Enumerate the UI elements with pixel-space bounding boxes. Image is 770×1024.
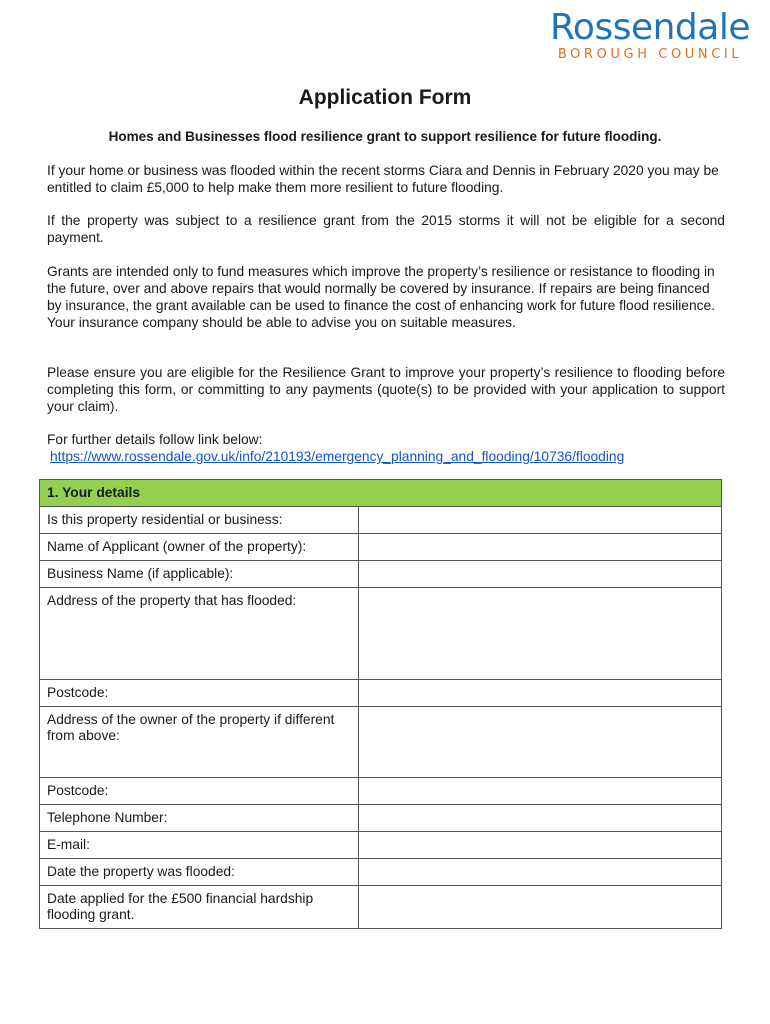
form-label: Address of the owner of the property if different from above: xyxy=(40,707,359,778)
form-row-hardship-grant-date xyxy=(40,886,722,929)
form-row-telephone xyxy=(40,805,722,832)
further-details-paragraph: For further details follow link below: xyxy=(47,432,263,447)
postcode-field[interactable] xyxy=(359,680,722,707)
flooded-address-field[interactable] xyxy=(359,588,722,680)
owner-postcode-field[interactable] xyxy=(359,778,722,805)
form-label: Address of the property that has flooded: xyxy=(40,588,359,680)
logo-subtitle: BOROUGH COUNCIL xyxy=(557,47,743,62)
grant-purpose-paragraph: Grants are intended only to fund measures which improve the property’s resilience or resistance to flooding in the future, over and above repairs that would normally be covered by insurance. If repairs are being financed by insurance, the grant available can be used to finance the cost of enhancing work for future flood resilience. Your insurance company should be able to advise you on suitable measures. xyxy=(47,264,716,330)
your-details-form xyxy=(39,479,722,929)
intro-paragraph: If your home or business was flooded within the recent storms Ciara and Dennis in February 2020 you may be entitled to claim £5,000 to help make them more resilient to future flooding. xyxy=(47,163,719,195)
flood-date-field[interactable] xyxy=(359,859,722,886)
council-logo xyxy=(550,8,750,62)
property-type-field[interactable] xyxy=(359,507,722,534)
form-row-flood-date xyxy=(40,859,722,886)
form-row-owner-postcode xyxy=(40,778,722,805)
ensure-eligible-paragraph: Please ensure you are eligible for the Resilience Grant to improve your property’s resilience to flooding before completing this form, or committing to any payments (quote(s) to be provided with your application to support your claim). xyxy=(47,365,725,414)
hardship-grant-date-field[interactable] xyxy=(359,886,722,929)
form-label: Name of Applicant (owner of the property): xyxy=(40,534,359,561)
form-label: Postcode: xyxy=(40,680,359,707)
eligibility-paragraph: If the property was subject to a resilience grant from the 2015 storms it will not be eligible for a second payment. xyxy=(47,213,725,245)
form-row-applicant-name xyxy=(40,534,722,561)
form-row-flooded-address xyxy=(40,588,722,680)
form-label: E-mail: xyxy=(40,832,359,859)
form-label: Date applied for the £500 financial hardship flooding grant. xyxy=(40,886,359,929)
details-link-wrapper xyxy=(50,448,728,465)
business-name-field[interactable] xyxy=(359,561,722,588)
form-section-header xyxy=(40,480,722,507)
details-link[interactable]: https://www.rossendale.gov.uk/info/210193/emergency_planning_and_flooding/10736/flooding xyxy=(50,449,625,464)
form-label: Business Name (if applicable): xyxy=(40,561,359,588)
form-label: Date the property was flooded: xyxy=(40,859,359,886)
form-row-business-name xyxy=(40,561,722,588)
logo-name: Rossendale xyxy=(550,7,750,48)
page-subtitle: Homes and Businesses flood resilience grant to support resilience for future flooding. xyxy=(108,129,662,144)
form-row-owner-address xyxy=(40,707,722,778)
form-row-email xyxy=(40,832,722,859)
form-row-postcode xyxy=(40,680,722,707)
section-title: 1. Your details xyxy=(40,480,722,507)
page-title: Application Form xyxy=(298,86,472,109)
email-field[interactable] xyxy=(359,832,722,859)
form-row-property-type xyxy=(40,507,722,534)
telephone-field[interactable] xyxy=(359,805,722,832)
form-label: Telephone Number: xyxy=(40,805,359,832)
form-label: Postcode: xyxy=(40,778,359,805)
owner-address-field[interactable] xyxy=(359,707,722,778)
applicant-name-field[interactable] xyxy=(359,534,722,561)
form-label: Is this property residential or business: xyxy=(40,507,359,534)
